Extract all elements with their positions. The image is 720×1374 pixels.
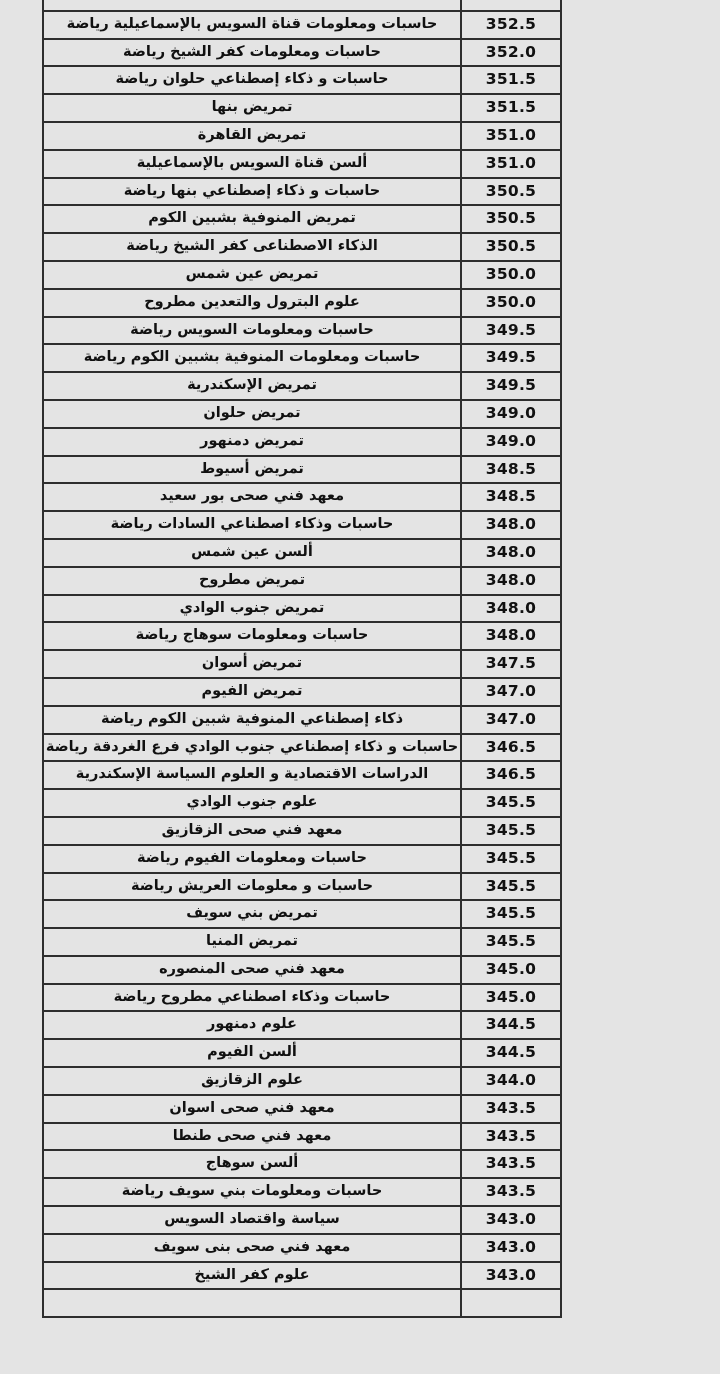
table-row [43, 595, 561, 623]
table-row [43, 956, 561, 984]
score-cell: 350.0 [461, 289, 561, 317]
score-cell: 348.0 [461, 622, 561, 650]
table-row [43, 1067, 561, 1095]
faculty-name-cell: تمريض حلوان [43, 400, 461, 428]
table-row [43, 205, 561, 233]
score-cell: 352.5 [461, 11, 561, 39]
score-cell: 346.5 [461, 761, 561, 789]
score-cell [461, 0, 561, 11]
score-cell: 344.5 [461, 1011, 561, 1039]
table-row [43, 1178, 561, 1206]
table-row [43, 789, 561, 817]
faculty-name-cell: تمريض المنيا [43, 928, 461, 956]
table-row [43, 873, 561, 901]
faculty-name-cell [43, 1289, 461, 1317]
score-cell: 347.0 [461, 706, 561, 734]
score-cell: 351.5 [461, 94, 561, 122]
score-cell: 343.0 [461, 1206, 561, 1234]
faculty-name-cell: علوم كفر الشيخ [43, 1262, 461, 1290]
table-row [43, 567, 561, 595]
table-row [43, 706, 561, 734]
score-cell: 348.0 [461, 567, 561, 595]
table-row [43, 1289, 561, 1317]
score-cell: 345.5 [461, 845, 561, 873]
faculty-name-cell: حاسبات و ذكاء إصطناعي جنوب الوادي فرع الغردقة رياضة [43, 734, 461, 762]
faculty-name-cell: حاسبات ومعلومات كفر الشيخ رياضة [43, 39, 461, 67]
results-table [42, 0, 562, 1318]
score-cell: 351.5 [461, 66, 561, 94]
score-cell: 347.5 [461, 650, 561, 678]
table-row [43, 900, 561, 928]
score-cell: 350.5 [461, 178, 561, 206]
table-row [43, 94, 561, 122]
faculty-name-cell: معهد فني صحى اسوان [43, 1095, 461, 1123]
score-cell: 345.5 [461, 789, 561, 817]
table-row [43, 734, 561, 762]
score-cell: 348.0 [461, 511, 561, 539]
table-row [43, 317, 561, 345]
faculty-name-cell: حاسبات ومعلومات الفيوم رياضة [43, 845, 461, 873]
faculty-name-cell: حاسبات وذكاء اصطناعي مطروح رياضة [43, 984, 461, 1012]
faculty-name-cell: تمريض بنها [43, 94, 461, 122]
faculty-name-cell: علوم الزقازيق [43, 1067, 461, 1095]
table-row [43, 372, 561, 400]
table-row [43, 400, 561, 428]
table-row [43, 428, 561, 456]
faculty-name-cell: تمريض الإسكندرية [43, 372, 461, 400]
faculty-name-cell: معهد فني صحى بنى سويف [43, 1234, 461, 1262]
score-cell: 350.5 [461, 205, 561, 233]
faculty-name-cell: تمريض أسيوط [43, 456, 461, 484]
faculty-name-cell: الدراسات الاقتصادية و العلوم السياسة الإسكندرية [43, 761, 461, 789]
score-cell: 346.5 [461, 734, 561, 762]
faculty-name-cell: علوم جنوب الوادي [43, 789, 461, 817]
table-row [43, 928, 561, 956]
table-row [43, 122, 561, 150]
faculty-name-cell: تمريض عين شمس [43, 261, 461, 289]
score-cell: 350.0 [461, 261, 561, 289]
score-cell: 344.0 [461, 1067, 561, 1095]
score-cell: 345.0 [461, 984, 561, 1012]
score-cell: 345.5 [461, 900, 561, 928]
table-row [43, 761, 561, 789]
table-row [43, 1150, 561, 1178]
faculty-name-cell: تمريض مطروح [43, 567, 461, 595]
faculty-name-cell: حاسبات ومعلومات المنوفية بشبين الكوم رياضة [43, 344, 461, 372]
table-row [43, 289, 561, 317]
score-cell: 351.0 [461, 150, 561, 178]
score-cell: 349.5 [461, 344, 561, 372]
faculty-name-cell: ألسن قناة السويس بالإسماعيلية [43, 150, 461, 178]
faculty-name-cell: حاسبات و ذكاء إصطناعي حلوان رياضة [43, 66, 461, 94]
score-cell: 345.5 [461, 873, 561, 901]
table-row [43, 178, 561, 206]
score-cell: 343.0 [461, 1234, 561, 1262]
score-cell [461, 1289, 561, 1317]
table-row [43, 511, 561, 539]
faculty-name-cell: حاسبات و معلومات العريش رياضة [43, 873, 461, 901]
faculty-name-cell: حاسبات ومعلومات السويس رياضة [43, 317, 461, 345]
score-cell: 352.0 [461, 39, 561, 67]
table-row [43, 1039, 561, 1067]
table-row [43, 1234, 561, 1262]
faculty-name-cell: تمريض القاهرة [43, 122, 461, 150]
faculty-name-cell: معهد فني صحى بور سعيد [43, 483, 461, 511]
faculty-name-cell: سياسة واقتصاد السويس [43, 1206, 461, 1234]
score-cell: 349.5 [461, 317, 561, 345]
table-row [43, 233, 561, 261]
faculty-name-cell: تمريض جنوب الوادي [43, 595, 461, 623]
faculty-name-cell: حاسبات و ذكاء إصطناعي بنها رياضة [43, 178, 461, 206]
score-cell: 343.5 [461, 1095, 561, 1123]
table-row [43, 11, 561, 39]
score-cell: 350.5 [461, 233, 561, 261]
table-row [43, 622, 561, 650]
faculty-name-cell: تمريض أسوان [43, 650, 461, 678]
faculty-name-cell: حاسبات ومعلومات قناة السويس بالإسماعيلية رياضة [43, 11, 461, 39]
faculty-name-cell: ألسن الفيوم [43, 1039, 461, 1067]
table-row [43, 539, 561, 567]
table-row [43, 0, 561, 11]
faculty-name-cell: معهد فني صحى الزقازيق [43, 817, 461, 845]
faculty-name-cell: ألسن عين شمس [43, 539, 461, 567]
table-row [43, 984, 561, 1012]
table-row [43, 261, 561, 289]
score-cell: 343.5 [461, 1178, 561, 1206]
results-table-body [43, 0, 561, 1317]
faculty-name-cell: معهد فني صحى المنصوره [43, 956, 461, 984]
score-cell: 343.5 [461, 1150, 561, 1178]
faculty-name-cell: تمريض المنوفية بشبين الكوم [43, 205, 461, 233]
table-row [43, 344, 561, 372]
table-row [43, 845, 561, 873]
table-row [43, 1262, 561, 1290]
faculty-name-cell: الذكاء الاصطناعى كفر الشيخ رياضة [43, 233, 461, 261]
faculty-name-cell: ألسن سوهاج [43, 1150, 461, 1178]
table-row [43, 150, 561, 178]
faculty-name-cell: علوم دمنهور [43, 1011, 461, 1039]
faculty-name-cell: معهد فني صحى طنطا [43, 1123, 461, 1151]
score-cell: 349.5 [461, 372, 561, 400]
faculty-name-cell: حاسبات وذكاء اصطناعي السادات رياضة [43, 511, 461, 539]
table-row [43, 1206, 561, 1234]
faculty-name-cell: تمريض الفيوم [43, 678, 461, 706]
table-row [43, 483, 561, 511]
faculty-name-cell: حاسبات ومعلومات سوهاج رياضة [43, 622, 461, 650]
faculty-name-cell [43, 0, 461, 11]
faculty-name-cell: تمريض بني سويف [43, 900, 461, 928]
score-cell: 344.5 [461, 1039, 561, 1067]
score-cell: 345.0 [461, 956, 561, 984]
score-cell: 345.5 [461, 817, 561, 845]
table-row [43, 66, 561, 94]
faculty-name-cell: علوم البترول والتعدين مطروح [43, 289, 461, 317]
table-row [43, 1011, 561, 1039]
score-cell: 349.0 [461, 400, 561, 428]
results-table-container [42, 0, 560, 1318]
faculty-name-cell: حاسبات ومعلومات بني سويف رياضة [43, 1178, 461, 1206]
faculty-name-cell: ذكاء إصطناعي المنوفية شبين الكوم رياضة [43, 706, 461, 734]
score-cell: 343.5 [461, 1123, 561, 1151]
score-cell: 351.0 [461, 122, 561, 150]
score-cell: 348.0 [461, 595, 561, 623]
table-row [43, 678, 561, 706]
score-cell: 349.0 [461, 428, 561, 456]
table-row [43, 1123, 561, 1151]
score-cell: 348.0 [461, 539, 561, 567]
score-cell: 343.0 [461, 1262, 561, 1290]
table-row [43, 650, 561, 678]
table-row [43, 39, 561, 67]
faculty-name-cell: تمريض دمنهور [43, 428, 461, 456]
table-row [43, 1095, 561, 1123]
table-row [43, 817, 561, 845]
table-row [43, 456, 561, 484]
score-cell: 348.5 [461, 483, 561, 511]
score-cell: 345.5 [461, 928, 561, 956]
score-cell: 348.5 [461, 456, 561, 484]
score-cell: 347.0 [461, 678, 561, 706]
